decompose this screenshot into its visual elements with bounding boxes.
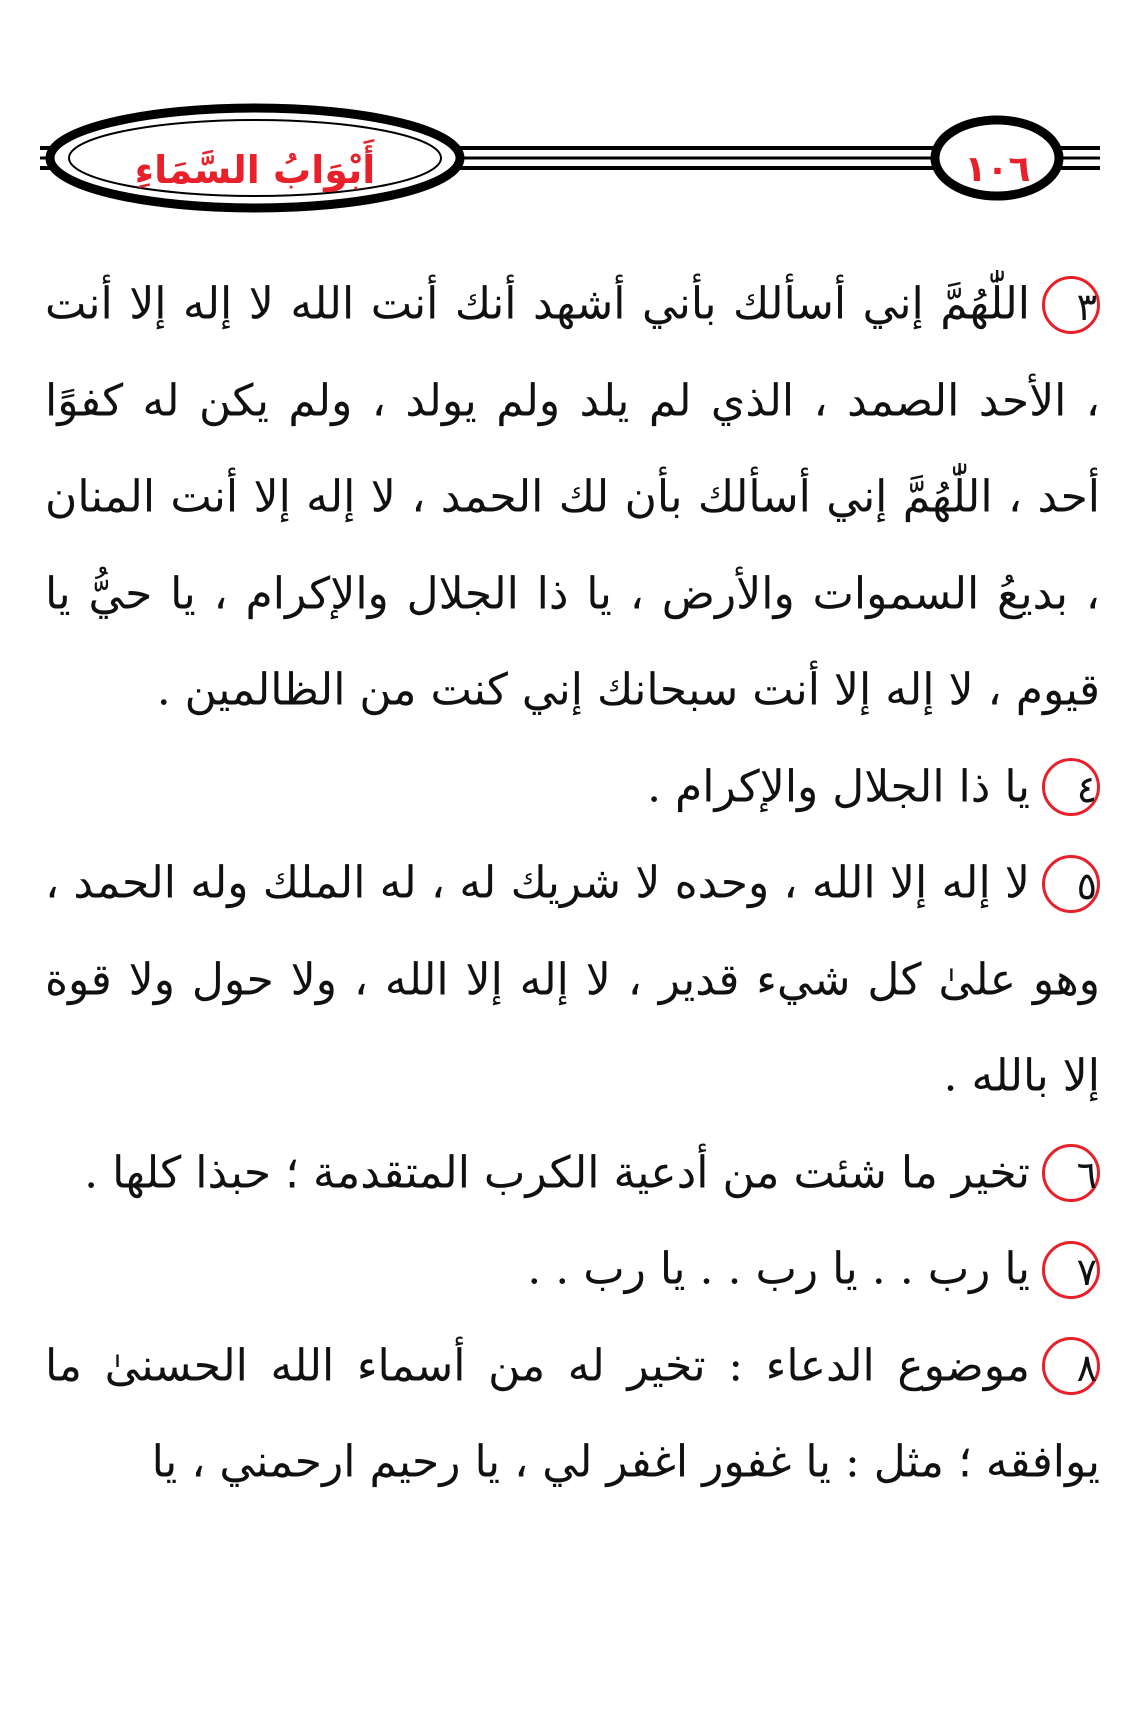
item-number-badge: ٥: [1042, 855, 1100, 913]
list-item: [45, 1124, 1100, 1221]
item-number-badge: ٣: [1042, 276, 1100, 334]
page-header: [0, 0, 1132, 240]
item-text: اللّٰهُمَّ إني أسألك بأني أشهد أنك أنت الله لا إله إلا أنت ، الأحد الصمد ، الذي لم يلد ولم يولد ، ولم يكن له كفوًا أحد ، اللّٰهُمَّ إني أسألك بأن لك الحمد ، لا إله إلا أنت المنان ، بديعُ السموات والأرض ، يا ذا الجلال والإكرام ، يا حيُّ يا قيوم ، لا إله إلا أنت سبحانك إني كنت من الظالمين .: [45, 278, 1100, 716]
item-number-badge: ٧: [1042, 1241, 1100, 1299]
item-number-badge: ٤: [1042, 758, 1100, 816]
item-text: يا رب . . يا رب . . يا رب . .: [527, 1243, 1030, 1295]
item-text: لا إله إلا الله ، وحده لا شريك له ، له الملك وله الحمد ، وهو علىٰ كل شيء قدير ، لا إله إلا الله ، ولا حول ولا قوة إلا بالله .: [45, 857, 1100, 1102]
list-item: [45, 1317, 1100, 1510]
list-item: [45, 738, 1100, 835]
list-item: [45, 1220, 1100, 1317]
item-text: تخير ما شئت من أدعية الكرب المتقدمة ؛ حبذا كلها .: [84, 1147, 1030, 1198]
page-title: أَبْوَابُ السَّمَاءِ: [134, 148, 376, 192]
page-number: ١٠٦: [964, 149, 1031, 190]
list-item: [45, 255, 1100, 738]
item-number-badge: ٦: [1042, 1144, 1100, 1202]
page-body: [45, 255, 1100, 1510]
list-item: [45, 834, 1100, 1124]
header-ornament: [0, 0, 1132, 240]
item-text: يا ذا الجلال والإكرام .: [647, 761, 1030, 812]
item-text: موضوع الدعاء : تخير له من أسماء الله الحسنىٰ ما يوافقه ؛ مثل : يا غفور اغفر لي ، يا رحيم ارحمني ، يا: [45, 1340, 1100, 1488]
item-number-badge: ٨: [1042, 1337, 1100, 1395]
